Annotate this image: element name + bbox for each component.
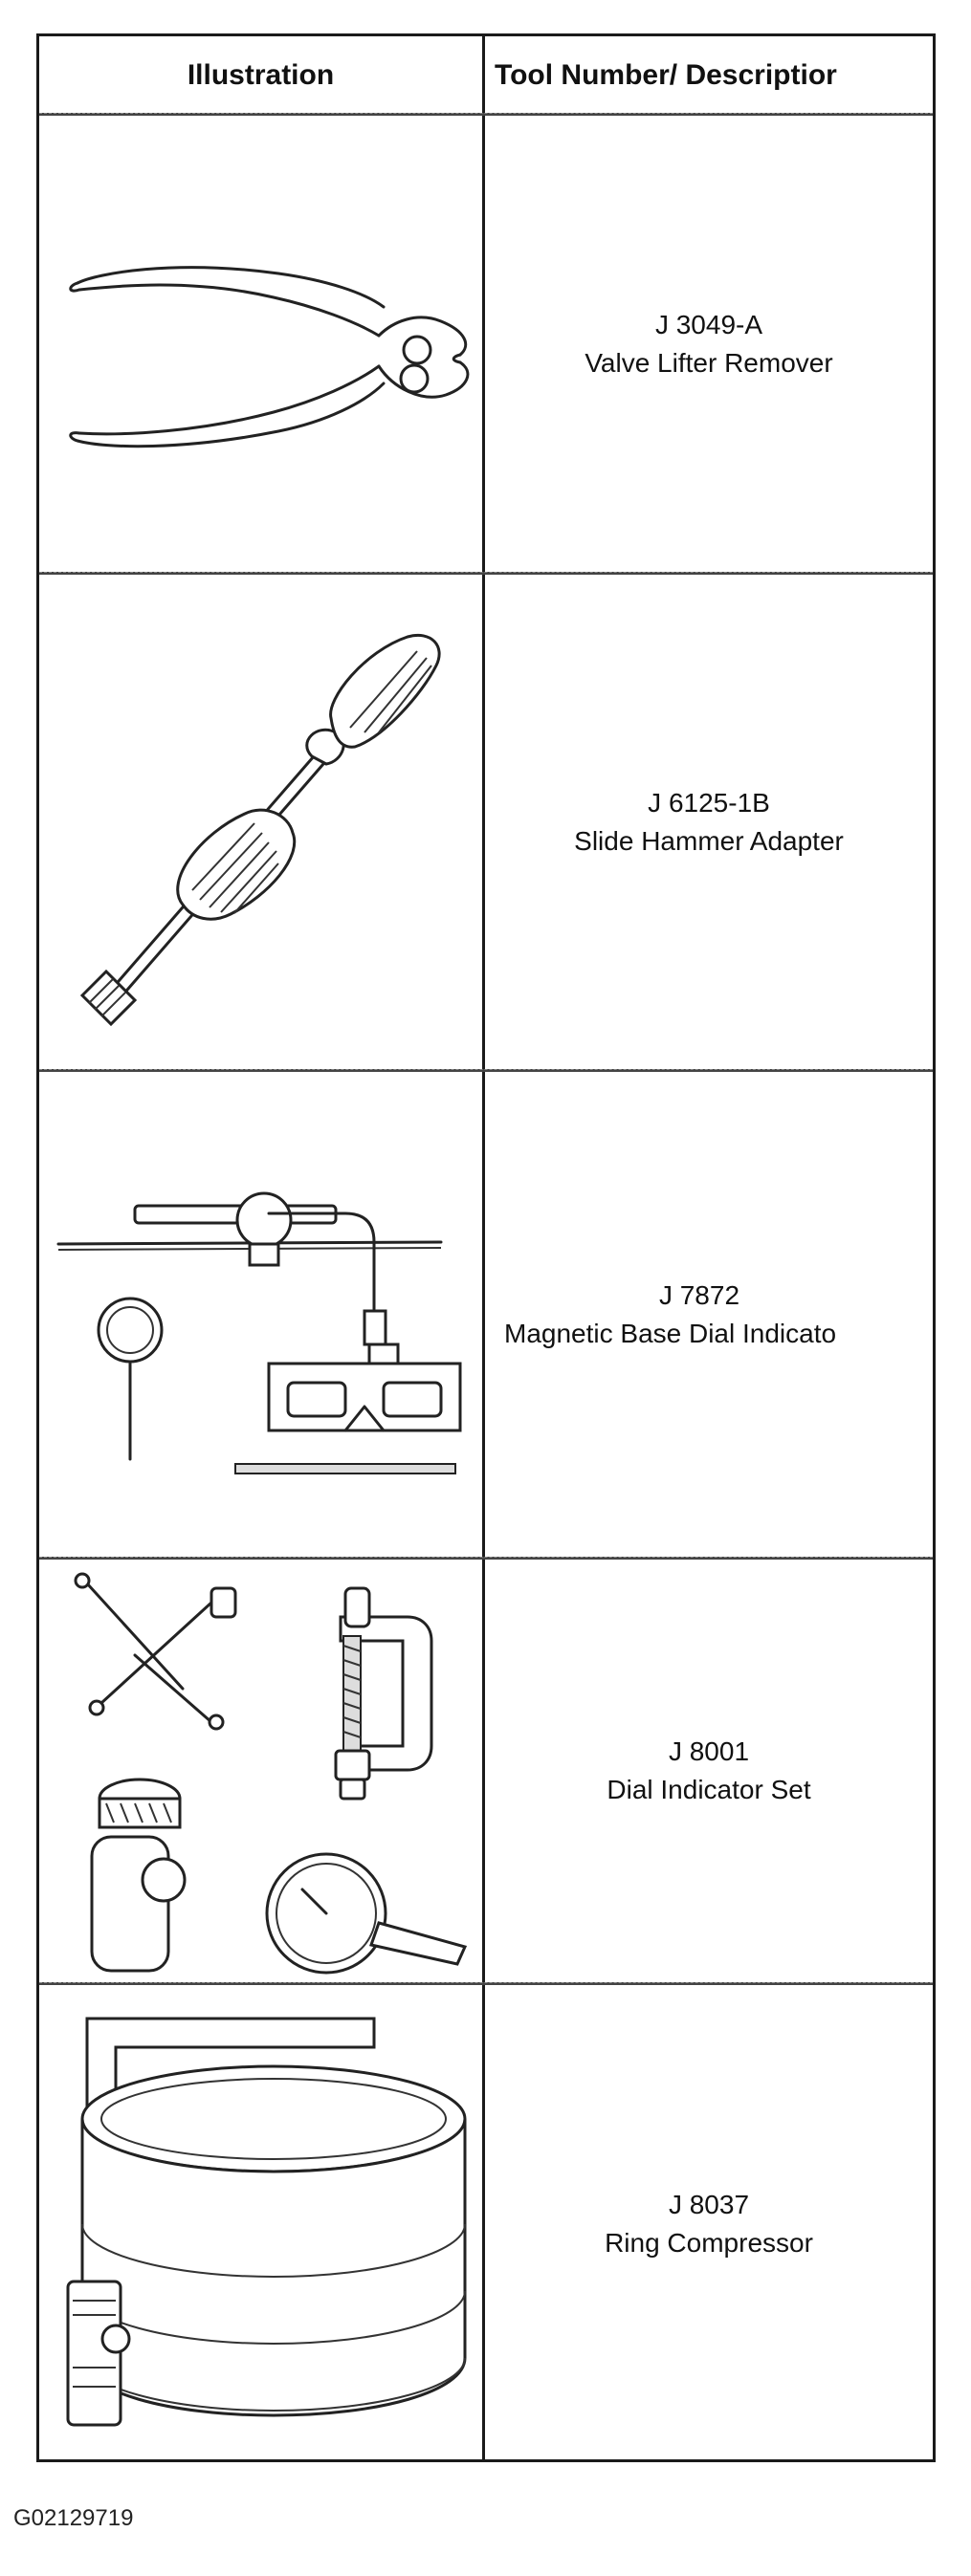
pliers-icon	[39, 116, 482, 572]
tool-description: Valve Lifter Remover	[585, 347, 833, 378]
slide-hammer-icon	[39, 575, 482, 1069]
table-row	[39, 1985, 933, 2462]
table-header	[39, 36, 933, 115]
tool-number: J 3049-A	[654, 309, 763, 339]
tool-number: J 8001	[668, 1736, 750, 1766]
tool-number: J 6125-1B	[648, 787, 770, 818]
tool-info	[485, 116, 933, 572]
tool-info	[485, 1072, 933, 1557]
tool-description: Dial Indicator Set	[607, 1775, 811, 1804]
tool-description: Ring Compressor	[605, 2227, 813, 2258]
tool-number: J 7872	[658, 1279, 740, 1310]
tool-info	[485, 575, 933, 1069]
table-row	[39, 1560, 933, 1982]
dial-indicator-set-icon	[39, 1560, 482, 1982]
magnetic-base-dial-indicator-icon	[39, 1072, 482, 1557]
tool-info	[485, 1560, 933, 1982]
table-row	[39, 1072, 933, 1557]
tool-info	[485, 1985, 933, 2462]
tool-description: Magnetic Base Dial Indicato	[504, 1318, 837, 1348]
header-illustration: Illustration	[187, 59, 335, 91]
tool-description: Slide Hammer Adapter	[574, 825, 844, 856]
ring-compressor-icon	[39, 1985, 482, 2462]
header-tool-description: Tool Number/ Descriptior	[495, 59, 837, 91]
tool-number: J 8037	[668, 2189, 750, 2219]
table-row	[39, 116, 933, 572]
figure-id: G02129719	[13, 2505, 134, 2531]
table-row	[39, 575, 933, 1069]
tool-table	[36, 33, 936, 2462]
